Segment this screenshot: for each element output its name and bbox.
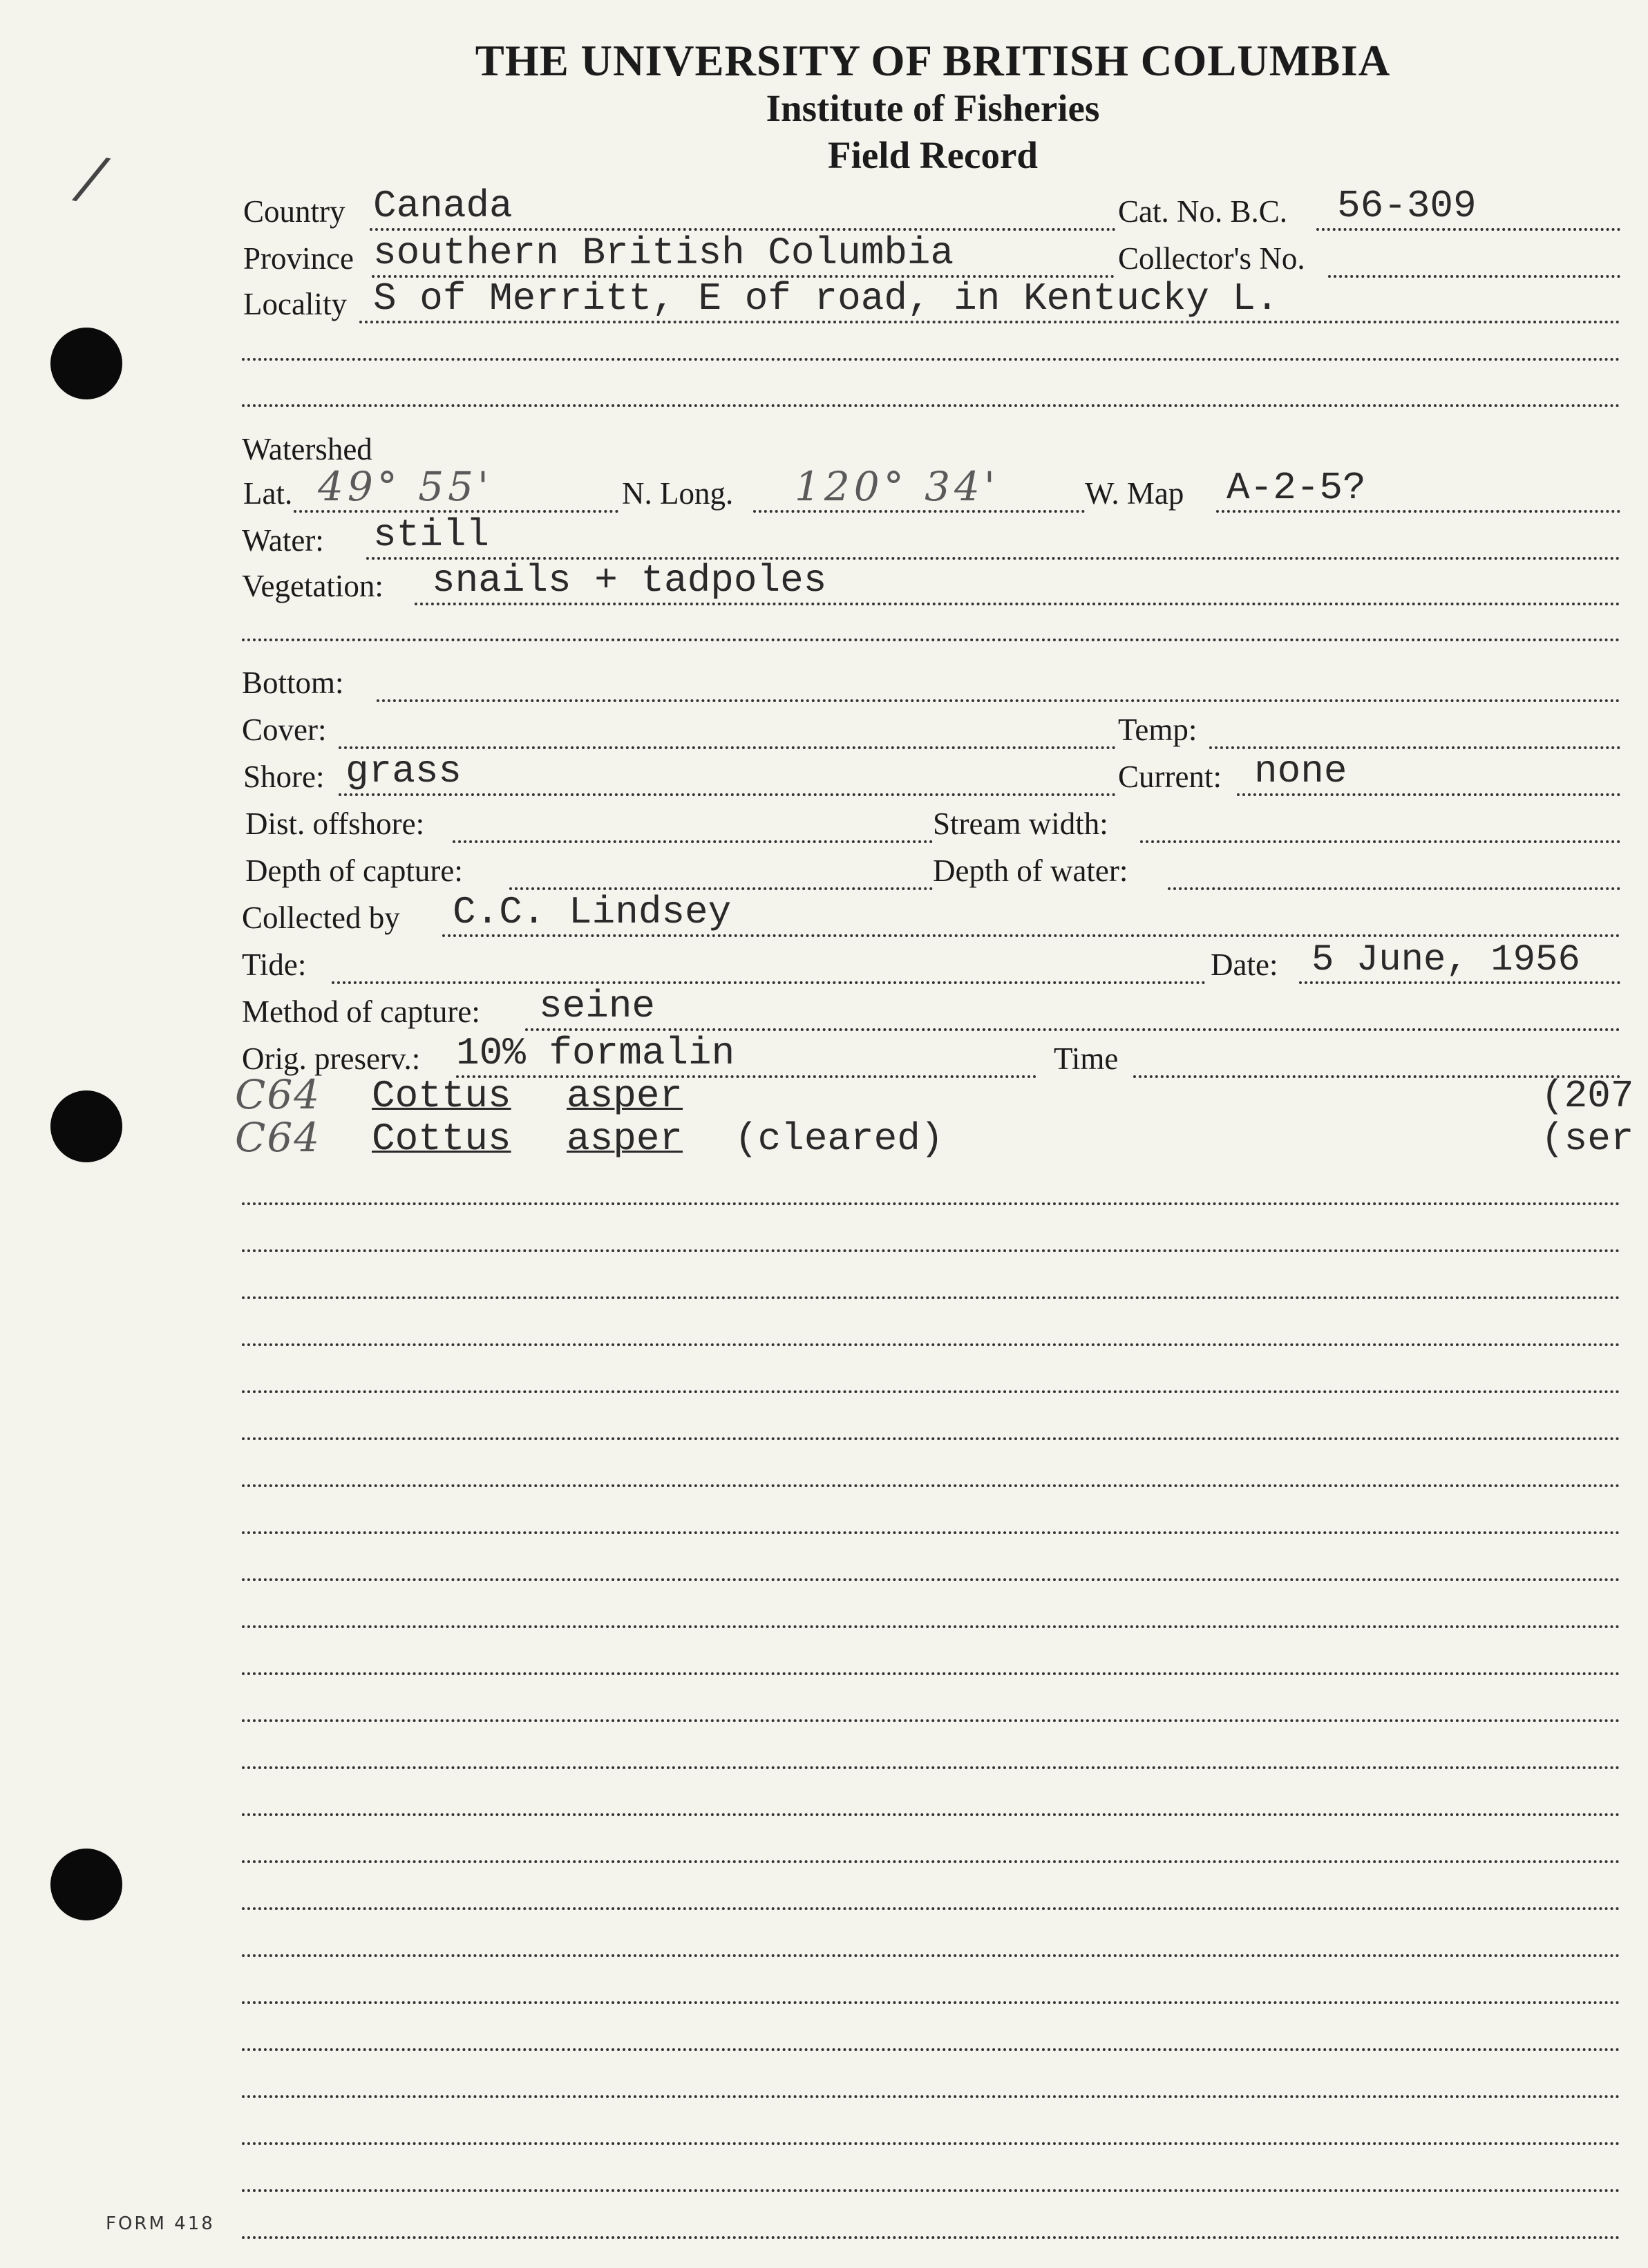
date-value[interactable]: 5 June, 1956 — [1311, 939, 1580, 981]
specimen-series: (ser — [1541, 1117, 1634, 1161]
vegetation-label: Vegetation: — [242, 569, 383, 603]
form-title: Field Record — [828, 134, 1038, 176]
university-title: THE UNIVERSITY OF BRITISH COLUMBIA — [475, 37, 1391, 85]
collectors-no-label: Collector's No. — [1118, 241, 1305, 276]
time-label: Time — [1054, 1041, 1119, 1076]
ruled-line — [242, 1954, 1620, 1957]
ruled-line — [242, 1390, 1620, 1393]
shore-value[interactable]: grass — [345, 749, 462, 793]
orig-preserv-value[interactable]: 10% formalin — [456, 1031, 735, 1075]
ruled-line — [242, 1813, 1620, 1816]
ruled-line — [242, 2048, 1620, 2051]
specimen-genus: Cottus — [372, 1117, 511, 1161]
specimen-genus: Cottus — [372, 1074, 511, 1118]
ruled-line — [242, 1578, 1620, 1581]
specimen-species: asper — [567, 1117, 683, 1161]
long-value[interactable]: 120° 34' — [795, 463, 999, 510]
ruled-line — [242, 2095, 1620, 2098]
bottom-label: Bottom: — [242, 665, 344, 700]
tide-row — [0, 934, 1648, 987]
specimen-note: (cleared) — [735, 1117, 944, 1161]
n-long-label: N. Long. — [622, 476, 734, 511]
map-value[interactable]: A-2-5? — [1226, 466, 1366, 510]
temp-label: Temp: — [1118, 712, 1197, 747]
method-label: Method of capture: — [242, 994, 480, 1029]
ruled-line — [242, 1343, 1620, 1346]
bottom-row — [0, 652, 1648, 705]
specimen-code: C64 — [235, 1114, 321, 1161]
province-row — [0, 228, 1648, 281]
vegetation-row — [0, 556, 1648, 608]
orig-preserv-label: Orig. preserv.: — [242, 1041, 421, 1076]
stream-width-label: Stream width: — [933, 806, 1108, 841]
specimen-row — [0, 1114, 1648, 1166]
ruled-line — [242, 1860, 1620, 1863]
tide-label: Tide: — [242, 947, 307, 982]
method-value[interactable]: seine — [539, 984, 656, 1028]
punch-hole-top — [50, 328, 122, 399]
specimen-count: (207 — [1541, 1074, 1634, 1118]
depth-row — [0, 840, 1648, 893]
coordinates-row — [0, 463, 1648, 516]
ruled-line — [242, 2142, 1620, 2145]
dist-offshore-label: Dist. offshore: — [245, 806, 425, 841]
province-value[interactable]: southern British Columbia — [373, 231, 954, 275]
w-map-label: W. Map — [1085, 476, 1184, 511]
method-row — [0, 981, 1648, 1034]
water-row — [0, 510, 1648, 563]
cat-no-value[interactable]: 56-309 — [1337, 184, 1477, 228]
current-label: Current: — [1118, 759, 1222, 794]
vegetation-line — [415, 603, 1620, 605]
ruled-line — [242, 2236, 1620, 2239]
country-row — [0, 181, 1648, 234]
shore-row — [0, 746, 1648, 799]
ruled-line — [242, 1672, 1620, 1675]
water-value[interactable]: still — [373, 513, 490, 557]
vegetation-extra-line — [242, 639, 1620, 641]
ruled-line — [242, 1719, 1620, 1722]
ruled-line — [242, 2001, 1620, 2004]
dist-row — [0, 793, 1648, 846]
country-value[interactable]: Canada — [373, 184, 513, 228]
locality-line — [359, 321, 1620, 323]
ruled-line — [242, 1531, 1620, 1534]
cat-no-label: Cat. No. B.C. — [1118, 194, 1288, 229]
locality-row — [0, 274, 1648, 326]
ruled-line — [242, 1296, 1620, 1299]
punch-hole-bottom — [50, 1849, 122, 1920]
locality-extra-line-1 — [242, 358, 1620, 361]
ruled-line — [242, 1625, 1620, 1628]
country-label: Country — [243, 194, 345, 229]
province-label: Province — [243, 241, 354, 276]
locality-extra-line-2 — [242, 404, 1620, 407]
form-number: FORM 418 — [106, 2213, 215, 2234]
specimen-code: C64 — [235, 1071, 321, 1118]
ruled-line — [242, 1484, 1620, 1487]
specimen-species: asper — [567, 1074, 683, 1118]
watershed-label: Watershed — [242, 432, 372, 466]
check-mark: / — [74, 142, 109, 214]
ruled-line — [242, 1249, 1620, 1252]
ruled-line — [242, 1766, 1620, 1769]
shore-label: Shore: — [243, 759, 325, 794]
institute-title: Institute of Fisheries — [766, 87, 1100, 129]
collected-by-label: Collected by — [242, 900, 400, 935]
collected-by-row — [0, 887, 1648, 940]
ruled-line — [242, 1202, 1620, 1205]
collected-by-value[interactable]: C.C. Lindsey — [453, 890, 732, 934]
water-label: Water: — [242, 523, 324, 558]
ruled-line — [242, 1437, 1620, 1440]
ruled-line — [242, 2189, 1620, 2192]
depth-water-label: Depth of water: — [933, 853, 1128, 888]
lat-label: Lat. — [243, 476, 293, 511]
lat-value[interactable]: 49° 55' — [318, 463, 493, 510]
cover-row — [0, 699, 1648, 752]
depth-capture-label: Depth of capture: — [245, 853, 463, 888]
current-value[interactable]: none — [1254, 749, 1347, 793]
locality-value[interactable]: S of Merritt, E of road, in Kentucky L. — [373, 276, 1279, 321]
ruled-line — [242, 1907, 1620, 1910]
cover-label: Cover: — [242, 712, 327, 747]
vegetation-value[interactable]: snails + tadpoles — [432, 558, 827, 603]
locality-label: Locality — [243, 287, 347, 321]
date-label: Date: — [1211, 947, 1278, 982]
